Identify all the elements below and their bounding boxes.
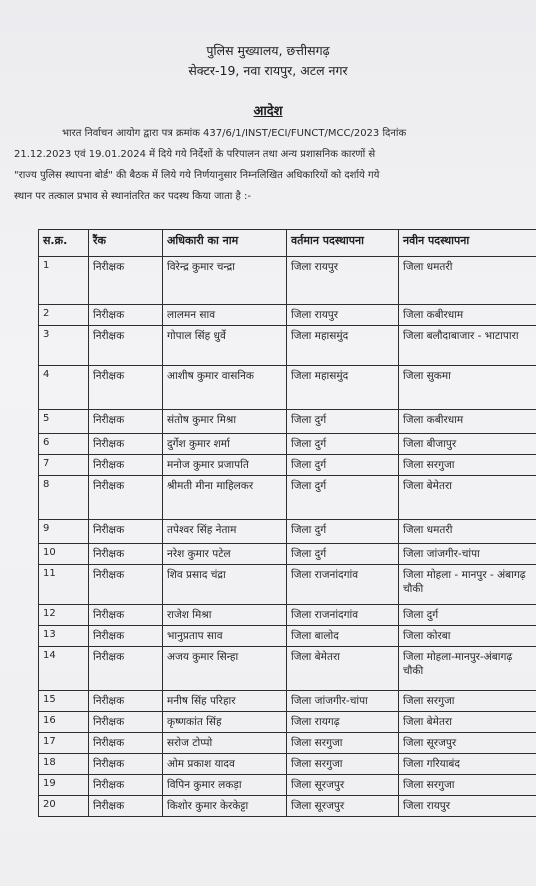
current-posting-cell: जिला दुर्ग bbox=[287, 544, 399, 565]
rank-cell: निरीक्षक bbox=[89, 544, 163, 565]
officer-name-cell: राजेश मिश्रा bbox=[163, 605, 287, 626]
new-posting-cell: जिला सरगुजा bbox=[399, 775, 536, 796]
officer-name-cell: विरेन्द्र कुमार चन्द्रा bbox=[163, 257, 287, 305]
new-posting-cell: जिला मोहला - मानपुर - अंबागढ़ चौकी bbox=[399, 565, 536, 605]
current-posting-cell: जिला बेमेतरा bbox=[287, 647, 399, 691]
current-posting-cell: जिला बालोद bbox=[287, 626, 399, 647]
header-rank: रैंक bbox=[89, 230, 163, 257]
current-posting-cell: जिला दुर्ग bbox=[287, 520, 399, 544]
table-row bbox=[39, 434, 536, 455]
serial-cell: 18 bbox=[39, 754, 89, 775]
table-row bbox=[39, 544, 536, 565]
new-posting-cell: जिला जांजगीर-चांपा bbox=[399, 544, 536, 565]
office-address: सेक्टर-19, नवा रायपुर, अटल नगर bbox=[188, 63, 348, 78]
table-row bbox=[39, 605, 536, 626]
officer-name-cell: मनोज कुमार प्रजापति bbox=[163, 455, 287, 476]
rank-cell: निरीक्षक bbox=[89, 434, 163, 455]
header-current-posting: वर्तमान पदस्थापना bbox=[287, 230, 399, 257]
table-row bbox=[39, 733, 536, 754]
officer-name-cell: शिव प्रसाद चंद्रा bbox=[163, 565, 287, 605]
table-row bbox=[39, 775, 536, 796]
new-posting-cell: जिला बीजापुर bbox=[399, 434, 536, 455]
new-posting-cell: जिला सरगुजा bbox=[399, 691, 536, 712]
current-posting-cell: जिला दुर्ग bbox=[287, 476, 399, 520]
new-posting-cell: जिला बेमेतरा bbox=[399, 476, 536, 520]
serial-cell: 16 bbox=[39, 712, 89, 733]
table-row bbox=[39, 796, 536, 817]
order-title: आदेश bbox=[253, 104, 283, 119]
new-posting-cell: जिला कबीरधाम bbox=[399, 410, 536, 434]
new-posting-cell: जिला दुर्ग bbox=[399, 605, 536, 626]
officer-name-cell: कृष्णकांत सिंह bbox=[163, 712, 287, 733]
current-posting-cell: जिला महासमुंद bbox=[287, 326, 399, 366]
serial-cell: 6 bbox=[39, 434, 89, 455]
paragraph-line-2: 21.12.2023 एवं 19.01.2024 में दिये गये निर्देशों के परिपालन तथा अन्य प्रशासनिक कारणों से bbox=[14, 149, 376, 160]
table-row bbox=[39, 476, 536, 520]
serial-cell: 20 bbox=[39, 796, 89, 817]
current-posting-cell: जिला रायपुर bbox=[287, 305, 399, 326]
new-posting-cell: जिला बेमेतरा bbox=[399, 712, 536, 733]
new-posting-cell: जिला धमतरी bbox=[399, 520, 536, 544]
serial-cell: 2 bbox=[39, 305, 89, 326]
table-header-row bbox=[39, 230, 536, 257]
rank-cell: निरीक्षक bbox=[89, 520, 163, 544]
officer-name-cell: संतोष कुमार मिश्रा bbox=[163, 410, 287, 434]
header-officer-name: अधिकारी का नाम bbox=[163, 230, 287, 257]
serial-cell: 17 bbox=[39, 733, 89, 754]
new-posting-cell: जिला बलौदाबाजार - भाटापारा bbox=[399, 326, 536, 366]
rank-cell: निरीक्षक bbox=[89, 775, 163, 796]
new-posting-cell: जिला सुकमा bbox=[399, 366, 536, 410]
transfer-table bbox=[38, 229, 536, 817]
table-row bbox=[39, 712, 536, 733]
serial-cell: 13 bbox=[39, 626, 89, 647]
officer-name-cell: तपेश्वर सिंह नेताम bbox=[163, 520, 287, 544]
header-serial: स.क्र. bbox=[39, 230, 89, 257]
new-posting-cell: जिला गरियाबंद bbox=[399, 754, 536, 775]
current-posting-cell: जिला राजनांदगांव bbox=[287, 605, 399, 626]
rank-cell: निरीक्षक bbox=[89, 691, 163, 712]
rank-cell: निरीक्षक bbox=[89, 455, 163, 476]
serial-cell: 7 bbox=[39, 455, 89, 476]
new-posting-cell: जिला सरगुजा bbox=[399, 455, 536, 476]
table-row bbox=[39, 565, 536, 605]
new-posting-cell: जिला सूरजपुर bbox=[399, 733, 536, 754]
officer-name-cell: मनीष सिंह परिहार bbox=[163, 691, 287, 712]
serial-cell: 12 bbox=[39, 605, 89, 626]
office-name: पुलिस मुख्यालय, छत्तीसगढ़ bbox=[206, 43, 330, 58]
table-row bbox=[39, 305, 536, 326]
rank-cell: निरीक्षक bbox=[89, 733, 163, 754]
header-new-posting: नवीन पदस्थापना bbox=[399, 230, 536, 257]
officer-name-cell: गोपाल सिंह धुर्वे bbox=[163, 326, 287, 366]
table-row bbox=[39, 455, 536, 476]
officer-name-cell: ओम प्रकाश यादव bbox=[163, 754, 287, 775]
officer-name-cell: सरोज टोप्पो bbox=[163, 733, 287, 754]
current-posting-cell: जिला राजनांदगांव bbox=[287, 565, 399, 605]
current-posting-cell: जिला सरगुजा bbox=[287, 754, 399, 775]
current-posting-cell: जिला रायपुर bbox=[287, 257, 399, 305]
serial-cell: 10 bbox=[39, 544, 89, 565]
table-row bbox=[39, 366, 536, 410]
current-posting-cell: जिला सूरजपुर bbox=[287, 796, 399, 817]
officer-name-cell: भानुप्रताप साव bbox=[163, 626, 287, 647]
officer-name-cell: लालमन साव bbox=[163, 305, 287, 326]
current-posting-cell: जिला दुर्ग bbox=[287, 434, 399, 455]
serial-cell: 11 bbox=[39, 565, 89, 605]
table-row bbox=[39, 754, 536, 775]
rank-cell: निरीक्षक bbox=[89, 366, 163, 410]
paragraph-line-1: भारत निर्वाचन आयोग द्वारा पत्र क्रमांक 437/6/1/INST/ECI/FUNCT/MCC/2023 दिनांक bbox=[62, 128, 407, 139]
current-posting-cell: जिला दुर्ग bbox=[287, 455, 399, 476]
rank-cell: निरीक्षक bbox=[89, 410, 163, 434]
rank-cell: निरीक्षक bbox=[89, 647, 163, 691]
officer-name-cell: आशीष कुमार वासनिक bbox=[163, 366, 287, 410]
rank-cell: निरीक्षक bbox=[89, 754, 163, 775]
current-posting-cell: जिला सरगुजा bbox=[287, 733, 399, 754]
new-posting-cell: जिला मोहला-मानपुर-अंबागढ़ चौकी bbox=[399, 647, 536, 691]
serial-cell: 3 bbox=[39, 326, 89, 366]
current-posting-cell: जिला दुर्ग bbox=[287, 410, 399, 434]
rank-cell: निरीक्षक bbox=[89, 326, 163, 366]
officer-name-cell: श्रीमती मीना माहिलकर bbox=[163, 476, 287, 520]
table-row bbox=[39, 691, 536, 712]
serial-cell: 19 bbox=[39, 775, 89, 796]
table-row bbox=[39, 626, 536, 647]
current-posting-cell: जिला महासमुंद bbox=[287, 366, 399, 410]
current-posting-cell: जिला जांजगीर-चांपा bbox=[287, 691, 399, 712]
table-row bbox=[39, 326, 536, 366]
officer-name-cell: अजय कुमार सिन्हा bbox=[163, 647, 287, 691]
rank-cell: निरीक्षक bbox=[89, 796, 163, 817]
officer-name-cell: नरेश कुमार पटेल bbox=[163, 544, 287, 565]
rank-cell: निरीक्षक bbox=[89, 305, 163, 326]
serial-cell: 9 bbox=[39, 520, 89, 544]
serial-cell: 14 bbox=[39, 647, 89, 691]
new-posting-cell: जिला रायपुर bbox=[399, 796, 536, 817]
serial-cell: 1 bbox=[39, 257, 89, 305]
paragraph-line-3: "राज्य पुलिस स्थापना बोर्ड" की बैठक में लिये गये निर्णयानुसार निम्नलिखित अधिकारियों को दर्शाये गये bbox=[14, 170, 380, 181]
new-posting-cell: जिला कोरबा bbox=[399, 626, 536, 647]
serial-cell: 5 bbox=[39, 410, 89, 434]
table-row bbox=[39, 520, 536, 544]
rank-cell: निरीक्षक bbox=[89, 476, 163, 520]
current-posting-cell: जिला सूरजपुर bbox=[287, 775, 399, 796]
table-row bbox=[39, 410, 536, 434]
new-posting-cell: जिला धमतरी bbox=[399, 257, 536, 305]
officer-name-cell: विपिन कुमार लकड़ा bbox=[163, 775, 287, 796]
rank-cell: निरीक्षक bbox=[89, 257, 163, 305]
current-posting-cell: जिला रायगढ़ bbox=[287, 712, 399, 733]
officer-name-cell: किशोर कुमार केरकेट्टा bbox=[163, 796, 287, 817]
officer-name-cell: दुर्गेश कुमार शर्मा bbox=[163, 434, 287, 455]
rank-cell: निरीक्षक bbox=[89, 626, 163, 647]
paragraph-line-4: स्थान पर तत्काल प्रभाव से स्थानांतरित कर पदस्थ किया जाता है :- bbox=[14, 191, 252, 202]
serial-cell: 8 bbox=[39, 476, 89, 520]
rank-cell: निरीक्षक bbox=[89, 605, 163, 626]
rank-cell: निरीक्षक bbox=[89, 712, 163, 733]
table-row bbox=[39, 647, 536, 691]
rank-cell: निरीक्षक bbox=[89, 565, 163, 605]
table-row bbox=[39, 257, 536, 305]
serial-cell: 15 bbox=[39, 691, 89, 712]
new-posting-cell: जिला कबीरधाम bbox=[399, 305, 536, 326]
serial-cell: 4 bbox=[39, 366, 89, 410]
